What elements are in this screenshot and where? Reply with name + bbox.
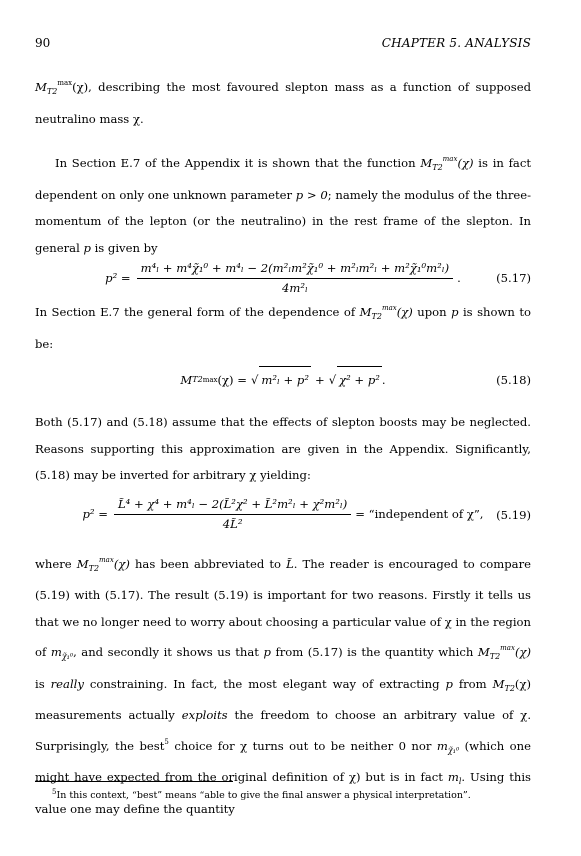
mt2-superscript: max	[57, 79, 73, 87]
footnote-mark: 5	[52, 788, 57, 796]
paragraph-3-text-a: In Section E.7 the general form of the dependence of	[35, 305, 360, 319]
p5-k: really	[50, 676, 84, 691]
eq519-rhs: = “independent of χ”,	[355, 507, 484, 522]
m-chi-inline: $m_{\chĩ_1^0}$	[436, 738, 460, 755]
p5-d: . The reader is encouraged to compare (5.19) with (5.17). The result (5.19) is important for two reasons. Firstly it tells us that we no longer need to worry about choosing a particular value of χ in the region of	[35, 556, 531, 659]
p5-f: χ̃₁⁰	[61, 652, 74, 661]
eq519-denominator: 4L̃²	[222, 517, 243, 531]
sqrt-sign-1: √	[250, 372, 259, 387]
eq519-fraction	[114, 497, 351, 532]
paragraph-1	[35, 70, 531, 132]
equation-5-18	[35, 357, 531, 403]
mt2-argument: (χ)	[72, 80, 89, 94]
paragraph-2-text-c: ; namely the modulus of the three-momentum of the lepton (or the neutralino) in the rest frame of the slepton. In general	[35, 187, 531, 255]
p5-m: p	[445, 676, 453, 691]
paragraph-2-text-d: is given by	[90, 240, 158, 255]
paragraph-2-text-b: is in fact dependent on only one unknown parameter	[35, 156, 531, 202]
p5-a: where	[35, 556, 77, 571]
mt2max-inline: $M_{T2}^{max}(\chi)$	[420, 155, 474, 172]
eq518-tail: .	[381, 372, 386, 387]
eq518-mid: (χ) =	[217, 372, 247, 387]
eq517-numerator: m⁴ₗ + m⁴χ̃₁⁰ + m⁴ₗ − 2(m²ₗm²χ̃₁⁰ + m²ₗm²ₗ + m²χ̃₁⁰m²ₗ)	[137, 261, 453, 279]
eq518-sup: max	[202, 375, 218, 384]
p-positive: p > 0	[295, 187, 328, 202]
mt2-symbol: M	[35, 80, 47, 94]
paragraph-1-text: , describing the most favoured slepton mass as a function of supposed neutralino mass χ.	[35, 80, 531, 126]
running-header	[35, 36, 531, 50]
footnote	[52, 786, 471, 802]
eq518-number: (5.18)	[496, 372, 531, 387]
p5-n: from	[452, 676, 493, 691]
p5-q: (χ) measurements actually	[35, 676, 531, 722]
equation-5-17	[35, 261, 531, 295]
p5-h: p	[263, 645, 271, 659]
paragraph-2-text-a: In Section E.7 of the Appendix it is shown that the function	[55, 156, 421, 170]
paragraph-3-text-b: upon	[412, 305, 452, 319]
mt2max-inline-3: $M_{T2}^{max}(\chi)$	[76, 555, 130, 573]
eq518-root-1: m²ₗ + p²	[259, 366, 311, 394]
eq519-number: (5.19)	[496, 507, 531, 522]
p5-l: constraining. In fact, the most elegant way of extracting	[83, 676, 446, 691]
mt2max-inline-2: $M_{T2}^{max}(\chi)$	[359, 304, 413, 321]
footnote-rule	[35, 781, 233, 782]
p5-i: from (5.17) is the quantity which	[270, 645, 478, 659]
paragraph-2	[35, 146, 531, 261]
page-number: 90	[35, 36, 51, 50]
eq519-numerator: L̃⁴ + χ⁴ + m⁴ₗ − 2(L̃²χ² + L̃²m²ₗ + χ²m²ₗ)	[114, 497, 351, 515]
body-text	[35, 70, 531, 822]
page	[35, 36, 531, 822]
sqrt-sign-2: √	[328, 372, 337, 387]
paragraph-3-text-c: is shown to be:	[35, 305, 531, 351]
eq518-sub: T2	[192, 374, 203, 384]
paragraph-4: Both (5.17) and (5.18) assume that the effects of slepton boosts may be neglected. Reasons supporting this approximation are given in the Appendix. Significantly, (5.18) may be inverted for arbitrary χ yielding:	[35, 415, 531, 482]
eq518-m: M	[180, 372, 193, 387]
eq517-fraction	[137, 261, 453, 296]
p5-v: (which one might have expected from the original definition of χ) but is in fact	[35, 738, 531, 784]
p5-r: exploits	[181, 708, 228, 722]
equation-5-19	[35, 489, 531, 541]
mt2max-inline-4: $M_{T2}^{max}(\chi)$	[477, 644, 532, 661]
p5-o: M	[492, 676, 505, 691]
chapter-title: CHAPTER 5. ANALYSIS	[381, 36, 531, 50]
eq517-denominator: 4m²ₗ	[281, 280, 308, 295]
p5-u: choice for χ turns out to be neither 0 nor	[168, 738, 437, 753]
p5-g: , and secondly it shows us that	[73, 645, 264, 659]
p5-y: . Using this value one may define the quantity	[35, 770, 531, 816]
eq517-lhs: p² =	[105, 270, 131, 285]
eq518-root-2: χ² + p²	[337, 366, 382, 394]
paragraph-3	[35, 295, 531, 357]
eq518-plus: +	[314, 372, 325, 387]
eq517-tail: .	[457, 270, 461, 285]
p-symbol: p	[83, 240, 91, 255]
p5-p: T2	[504, 683, 515, 693]
p5-footnote-marker: 5	[164, 737, 169, 746]
p5-c: L̃	[286, 556, 294, 571]
p5-b: has been abbreviated to	[129, 556, 287, 571]
p5-x: l	[458, 777, 462, 786]
eq519-lhs: p² =	[82, 507, 108, 522]
footnote-text: In this context, “best” means “able to give the final answer a physical interpretation”.	[56, 790, 471, 801]
p5-j: is	[35, 676, 51, 691]
p5-s: the freedom to choose an arbitrary value of χ. Surprisingly, the best	[35, 708, 531, 753]
mt2-subscript: T2	[46, 87, 58, 96]
eq517-number: (5.17)	[496, 270, 531, 285]
p5-w: m	[447, 770, 459, 784]
p5-e: m	[50, 645, 62, 659]
p-symbol-2: p	[451, 305, 459, 319]
